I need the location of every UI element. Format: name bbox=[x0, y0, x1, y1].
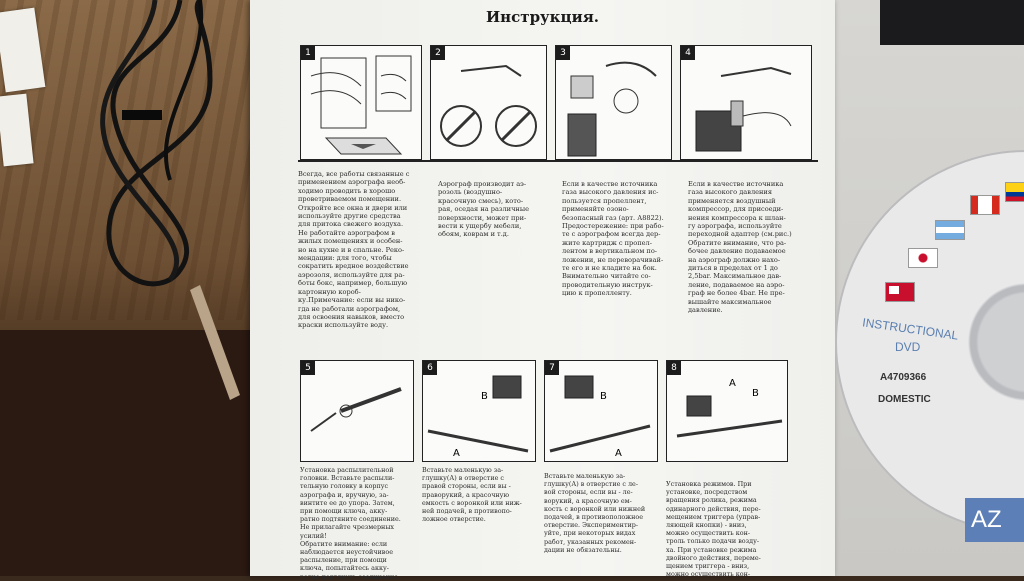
step-3-illustration bbox=[555, 45, 672, 160]
propellant-can-icon bbox=[556, 46, 671, 159]
dvd-title-line1: INSTRUCTIONAL bbox=[861, 315, 960, 343]
label-b: B bbox=[752, 388, 759, 399]
label-b: B bbox=[600, 391, 607, 402]
step-number: 5 bbox=[301, 361, 315, 375]
black-object bbox=[880, 0, 1024, 45]
page-title: Инструкция. bbox=[485, 8, 599, 26]
step-5-illustration bbox=[300, 360, 414, 462]
room-ventilation-icon bbox=[301, 46, 421, 159]
label-a: A bbox=[453, 448, 460, 459]
text-column-6: Вставьте маленькую за- глушку(А) в отверстие с правой стороны, если вы - праворукий, а красочную емкость с воронкой или ниж- ней подачей, в противопо- ложное отверстие. bbox=[422, 466, 522, 524]
flag-taiwan bbox=[885, 282, 915, 302]
color-cup-right-icon bbox=[423, 361, 535, 461]
step-6-illustration bbox=[422, 360, 536, 462]
step-number: 7 bbox=[545, 361, 559, 375]
dvd-code: A4709366 bbox=[880, 372, 927, 383]
flag-colombia bbox=[1005, 182, 1024, 202]
text-column-8: Установка режимов. При установке, посредством вращения ролика, режима одинарного действия, пере- мещением триггера (управ- ляющей кнопки) - вниз, можно осуществить кон- троль только подачи возду- ха. При установке режима двойного действия, переме- щением триггера - вниз, можно осуществить кон- bbox=[666, 480, 761, 579]
flag-japan bbox=[908, 248, 938, 268]
step-number: 3 bbox=[556, 46, 570, 60]
black-cable bbox=[60, 0, 250, 300]
step-number: 8 bbox=[667, 361, 681, 375]
step-8-illustration bbox=[666, 360, 788, 462]
dvd-title-line2: DVD bbox=[895, 340, 921, 354]
step-number: 2 bbox=[431, 46, 445, 60]
step-2-illustration bbox=[430, 45, 547, 160]
text-column-2: Аэрограф производит аэ- розоль (воздушно- красочную смесь), кото- рая, оседая на различные поверхности, может при- вести к ущербу мебели, обоям, коврам и т.д. bbox=[438, 180, 529, 239]
dvd-region: DOMESTIC bbox=[878, 394, 931, 405]
step-number: 4 bbox=[681, 46, 695, 60]
text-column-5: Установка распылительной головки. Вставьте распыли- тельную головку в корпус аэрографа и, вручную, за- винтите ее до упора. Затем, при помощи ключа, акку- ратно подтяните соединение. Не прилагайте чрезмерных усилий! Обратите внимание: если наблюдается неустойчивое распыление, при помощи ключа, попытайтесь акку- ратно подтянуть соединение. bbox=[300, 466, 401, 581]
text-column-3: Если в качестве источника газа высокого давления ис- пользуется пропеллент, применяйте озоно- безопасный газ (арт. А8822). Предостережение: при рабо- те с аэрографом всегда дер- жите картридж с пропел- лентом в вертикальном по- ложении, не переворачивай- те его и не кладите на бок. Внимательно читайте со- проводительную инструк- цию к пропелленту. bbox=[562, 180, 664, 298]
label-a: A bbox=[615, 448, 622, 459]
label-b: B bbox=[481, 391, 488, 402]
step-7-illustration bbox=[544, 360, 658, 462]
step-number: 1 bbox=[301, 46, 315, 60]
wooden-stick bbox=[185, 285, 245, 405]
no-furniture-icon bbox=[431, 46, 546, 159]
flag-argentina bbox=[935, 220, 965, 240]
label-a: A bbox=[729, 378, 736, 389]
step-4-illustration bbox=[680, 45, 812, 160]
color-cup-left-icon bbox=[545, 361, 657, 461]
text-column-4: Если в качестве источника газа высокого давления применяется воздушный компрессор, для присоеди- нения компрессора к шлан- гу аэрографа, используйте переходной адаптер (см.рис.) Обратите внимание, что ра- бочее давление подаваемое на аэрограф должно нахо- диться в пределах от 1 до 2,5bar. Максимальное дав- ление, подаваемое на аэро- граф не более 4bar. Не пре- вышайте максимальное давление. bbox=[688, 180, 792, 315]
nozzle-install-icon bbox=[301, 361, 413, 461]
divider-line bbox=[298, 160, 818, 162]
dvd-logo: AZ bbox=[965, 498, 1024, 542]
step-1-illustration bbox=[300, 45, 422, 160]
text-column-1: Всегда, все работы связанные с применением аэрографа необ- ходимо проводить в хорошо проветриваемом помещении. Откройте все окна и двери или используйте другие средства для притока свежего воздуха. Не работайте аэрографом в жилых помещениях и особен- но на кухне и в спальне. Реко- мендации: для того, чтобы сократить вредное воздействие аэрозоля, используйте для ра- боты бокс, например, большую картонную короб- ку.Примечание: если вы нико- гда не работали аэрографом, для освоения навыков, вместо краски используйте воду. bbox=[298, 170, 410, 330]
step-number: 6 bbox=[423, 361, 437, 375]
compressor-icon bbox=[681, 46, 811, 159]
flag-canada bbox=[970, 195, 1000, 215]
instruction-sheet bbox=[250, 0, 835, 581]
text-column-7: Вставьте маленькую за- глушку(А) в отверстие с ле- вой стороны, если вы - ле- ворукий, а красочную ем- кость с воронкой или нижней подачей, в противоположное отверстие. Экспериментир- уйте, при некоторых видах работ, указанных рекомен- дации не обязательны. bbox=[544, 472, 646, 554]
trigger-mode-icon bbox=[667, 361, 787, 461]
